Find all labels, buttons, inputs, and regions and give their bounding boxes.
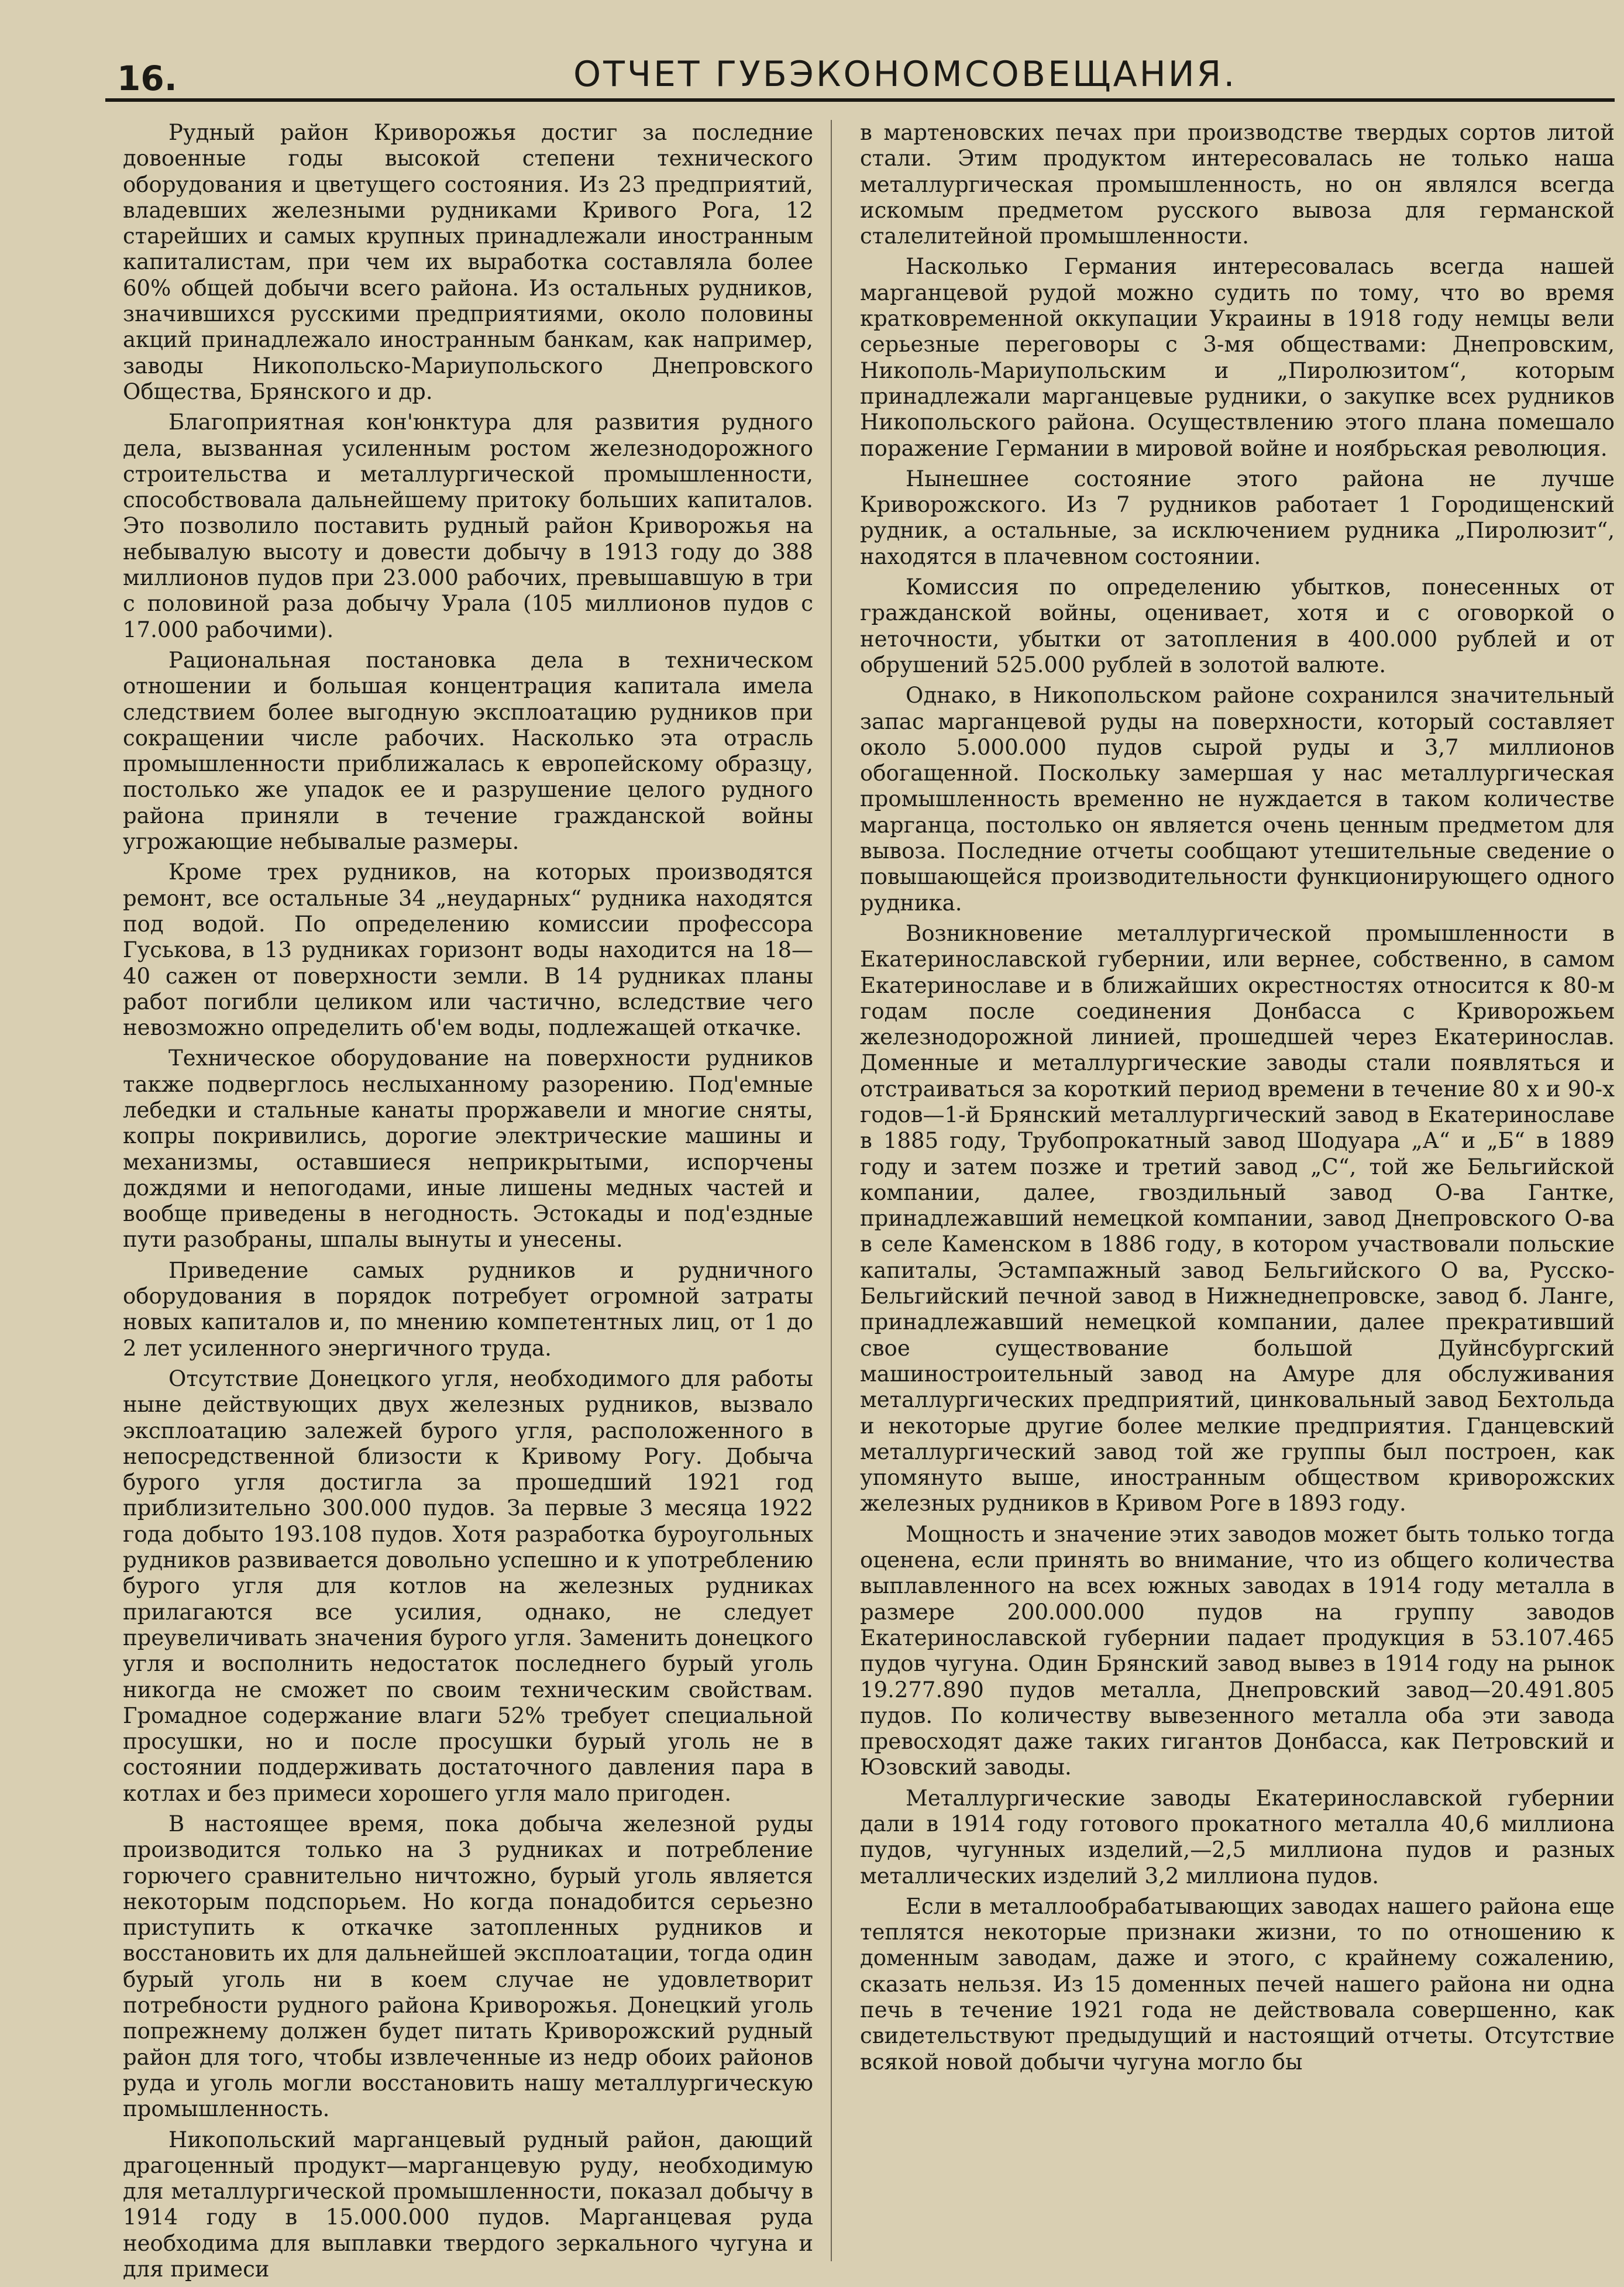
- paragraph: Однако, в Никопольском районе сохранился значительный запас марганцевой руды на поверхности, который составляет около 5.000.000 пудов сырой руды и 3,7 миллионов обогащенной. Поскольку замершая у нас металлургическая промышленность временно не нуждается в таком количестве марганца, постолько он является очень ценным предметом для вывоза. Последние отчеты сообщают утешительные сведение о повышающейся производительности функционирующего одного рудника.: [860, 683, 1615, 916]
- paragraph: В настоящее время, пока добыча железной руды производится только на 3 рудниках и потребление горючего сравнительно ничтожно, бурый уголь является некоторым подспорьем. Но когда понадобится серьезно приступить к откачке затопленных рудников и восстановить их для дальнейшей эксплоатации, тогда один бурый уголь ни в коем случае не удовлетворит потребности рудного района Криворожья. Донецкий уголь попрежнему должен будет питать Криворожский рудный район для того, чтобы извлеченные из недр обоих районов руда и уголь могли восстановить нашу металлургическую промышленность.: [123, 1811, 813, 2122]
- paragraph: Металлургические заводы Екатеринославской губернии дали в 1914 году готового прокатного металла 40,6 миллиона пудов, чугунных изделий,—2,5 миллиона пудов и разных металлических изделий 3,2 миллиона пудов.: [860, 1785, 1615, 1889]
- paragraph: Нынешнее состояние этого района не лучше Криворожского. Из 7 рудников работает 1 Городищенский рудник, а остальные, за исключением рудника „Пиролюзит“, находятся в плачевном состоянии.: [860, 466, 1615, 569]
- page-number: 16.: [117, 59, 177, 98]
- paragraph: Рациональная постановка дела в техническом отношении и большая концентрация капитала имела следствием более выгодную эксплоатацию рудников при сокращении числе рабочих. Насколько эта отрасль промышленности приближалась к европейскому образцу, постолько же упадок ее и разрушение целого рудного района приняли в течение гражданской войны угрожающие небывалые размеры.: [123, 647, 813, 855]
- paragraph: Комиссия по определению убытков, понесенных от гражданской войны, оценивает, хотя и с оговоркой о неточности, убытки от затопления в 400.000 рублей и от обрушений 525.000 рублей в золотой валюте.: [860, 575, 1615, 677]
- continued-paragraph: в мартеновских печах при производстве твердых сортов литой стали. Этим продуктом интересовалась не только наша металлургическая промышленность, но он являлся всегда искомым предметом русского вывоза для германской сталелитейной промышленности.: [860, 120, 1615, 249]
- paragraph: Рудный район Криворожья достиг за последние довоенные годы высокой степени технического оборудования и цветущего состояния. Из 23 предприятий, владевших железными рудниками Кривого Рога, 12 старейших и самых крупных принадлежали иностранным капиталистам, при чем их выработка составляла более 60% общей добычи всего района. Из остальных рудников, значившихся русскими предприятиями, около половины акций принадлежало иностранным банкам, как например, заводы Никопольско-Мариупольского Днепровского Общества, Брянского и др.: [123, 120, 813, 404]
- paragraph: Если в металлообрабатывающих заводах нашего района еще теплятся некоторые признаки жизни, то по отношению к доменным заводам, даже и этого, с крайнему сожалению, сказать нельзя. Из 15 доменных печей нашего района ни одна печь в течение 1921 года не действовала совершенно, как свидетельствуют предыдущий и настоящий отчеты. Отсутствие всякой новой добычи чугуна могло бы: [860, 1893, 1615, 2075]
- right-column: [860, 120, 1615, 2080]
- running-title: ОТЧЕТ ГУБЭКОНОМСОВЕЩАНИЯ.: [573, 54, 1237, 95]
- paragraph: Благоприятная кон'юнктура для развития рудного дела, вызванная усиленным ростом железнодорожного строительства и металлургической промышленности, способствовала дальнейшему притоку больших капиталов. Это позволило поставить рудный район Криворожья на небывалую высоту и довести добычу в 1913 году до 388 миллионов пудов при 23.000 рабочих, превышавшую в три с половиной раза добычу Урала (105 миллионов пудов с 17.000 рабочими).: [123, 410, 813, 642]
- left-column: [123, 120, 813, 2287]
- paragraph: Никопольский марганцевый рудный район, дающий драгоценный продукт—марганцевую руду, необходимую для металлургической промышленности, показал добычу в 1914 году в 15.000.000 пудов. Марганцевая руда необходима для выплавки твердого зеркального чугуна и для примеси: [123, 2127, 813, 2282]
- header-rule: [105, 98, 1615, 102]
- paragraph: Отсутствие Донецкого угля, необходимого для работы ныне действующих двух железных рудников, вызвало эксплоатацию залежей бурого угля, расположенного в непосредственной близости к Кривому Рогу. Добыча бурого угля достигла за прошедший 1921 год приблизительно 300.000 пудов. За первые 3 месяца 1922 года добыто 193.108 пудов. Хотя разработка буроугольных рудников развивается довольно успешно и к употреблению бурого угля для котлов на железных рудниках прилагаются все усилия, однако, не следует преувеличивать значения бурого угля. Заменить донецкого угля и восполнить недостаток последнего бурый уголь никогда не сможет по своим техническим свойствам. Громадное содержание влаги 52% требует специальной просушки, но и после просушки бурый уголь не в состоянии поддерживать достаточного давления пара в котлах и без примеси хорошего угля мало пригоден.: [123, 1366, 813, 1806]
- column-divider: [831, 120, 832, 2261]
- paragraph: Кроме трех рудников, на которых производятся ремонт, все остальные 34 „неударных“ рудника находятся под водой. По определению комиссии профессора Гуськова, в 13 рудниках горизонт воды находится на 18—40 сажен от поверхности земли. В 14 рудниках планы работ погибли целиком или частично, вследствие чего невозможно определить об'ем воды, подлежащей откачке.: [123, 859, 813, 1041]
- paragraph: Насколько Германия интересовалась всегда нашей марганцевой рудой можно судить по тому, что во время кратковременной оккупации Украины в 1918 году немцы вели серьезные переговоры с 3-мя обществами: Днепровским, Никополь-Мариупольским и „Пиролюзитом“, которым принадлежали марганцевые рудники, о закупке всех рудников Никопольского района. Осуществлению этого плана помешало поражение Германии в мировой войне и ноябрьская революция.: [860, 254, 1615, 461]
- paragraph: Приведение самых рудников и рудничного оборудования в порядок потребует огромной затраты новых капиталов и, по мнению компетентных лиц, от 1 до 2 лет усиленного энергичного труда.: [123, 1257, 813, 1361]
- paragraph: Возникновение металлургической промышленности в Екатеринославской губернии, или вернее, собственно, в самом Екатеринославе и в ближайших окрестностях относится к 80-м годам после соединения Донбасса с Криворожьем железнодорожной линией, прошедшей через Екатеринослав. Доменные и металлургические заводы стали появляться и отстраиваться за короткий период времени в течение 80 х и 90-х годов—1-й Брянский металлургический завод в Екатеринославе в 1885 году, Трубопрокатный завод Шодуара „А“ и „Б“ в 1889 году и затем позже и третий завод „С“, той же Бельгийской компании, далее, гвоздильный завод О-ва Гантке, принадлежавший немецкой компании, завод Днепровского О-ва в селе Каменском в 1886 году, в котором участвовали польские капиталы, Эстампажный завод Бельгийского О ва, Русско-Бельгийский печной завод в Нижнеднепровске, завод б. Ланге, принадлежавший немецкой компании, далее прекративший свое существование большой Дуйнсбургский машиностроительный завод на Амуре для обслуживания металлургических предприятий, цинковальный завод Бехтольда и некоторые другие более мелкие предприятия. Гданцевский металлургический завод той же группы был построен, как упомянуто выше, иностранным обществом криворожских железных рудников в Кривом Роге в 1893 году.: [860, 920, 1615, 1516]
- paragraph: Техническое оборудование на поверхности рудников также подверглось неслыханному разорению. Под'емные лебедки и стальные канаты проржавели и многие сняты, копры покривились, дорогие электрические машины и механизмы, оставшиеся неприкрытыми, испорчены дождями и непогодами, иные лишены медных частей и вообще приведены в негодность. Эстокады и под'ездные пути разобраны, шпалы вынуты и унесены.: [123, 1046, 813, 1253]
- paragraph: Мощность и значение этих заводов может быть только тогда оценена, если принять во внимание, что из общего количества выплавленного на всех южных заводах в 1914 году металла в размере 200.000.000 пудов на группу заводов Екатеринославской губернии падает продукция в 53.107.465 пудов чугуна. Один Брянский завод вывез в 1914 году на рынок 19.277.890 пудов металла, Днепровский завод—20.491.805 пудов. По количеству вывезенного металла оба эти завода превосходят даже таких гигантов Донбасса, как Петровский и Юзовский заводы.: [860, 1521, 1615, 1780]
